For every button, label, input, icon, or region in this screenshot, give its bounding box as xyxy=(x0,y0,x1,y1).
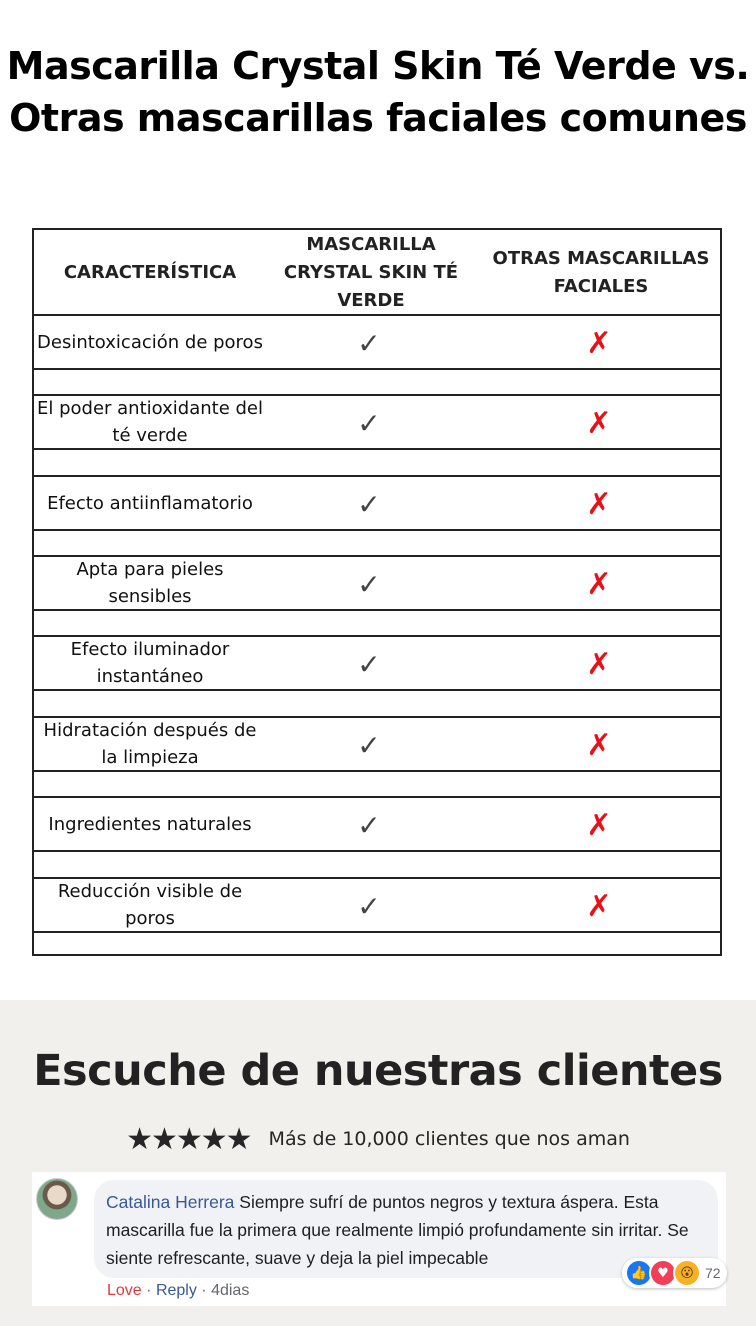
check-icon: ✓ xyxy=(357,808,381,842)
reviews-section xyxy=(0,1000,756,1326)
check-icon: ✓ xyxy=(357,326,381,360)
comment-text xyxy=(106,1188,706,1272)
check-icon: ✓ xyxy=(357,728,381,762)
like-icon: 👍 xyxy=(625,1259,653,1287)
comparison-table xyxy=(32,228,722,956)
cross-icon: ✗ xyxy=(586,727,612,763)
feature-cell: El poder antioxidante del té verde xyxy=(37,398,263,446)
table-row xyxy=(32,877,722,933)
cross-icon: ✗ xyxy=(586,807,612,843)
check-icon: ✓ xyxy=(357,567,381,601)
reactions-badge[interactable] xyxy=(622,1258,727,1288)
cross-icon: ✗ xyxy=(586,325,612,361)
reviews-title: Escuche de nuestras clientes xyxy=(33,1046,723,1096)
check-icon: ✓ xyxy=(357,406,381,440)
cross-icon: ✗ xyxy=(586,646,612,682)
feature-cell: Ingredientes naturales xyxy=(48,813,252,835)
table-row xyxy=(32,796,722,852)
table-row xyxy=(32,716,722,772)
cross-icon: ✗ xyxy=(586,888,612,924)
wow-icon: 😮 xyxy=(673,1259,701,1287)
feature-cell: Reducción visible de poros xyxy=(57,881,243,929)
feature-cell: Efecto iluminador instantáneo xyxy=(70,639,230,687)
love-link[interactable]: Love xyxy=(107,1282,142,1299)
cross-icon: ✗ xyxy=(586,486,612,522)
table-row xyxy=(32,314,722,370)
check-icon: ✓ xyxy=(357,889,381,923)
heart-icon: ♥ xyxy=(649,1259,677,1287)
check-icon: ✓ xyxy=(357,487,381,521)
comment-actions xyxy=(107,1282,249,1300)
reaction-count: 72 xyxy=(705,1265,721,1281)
table-row xyxy=(32,555,722,611)
reply-link[interactable]: Reply xyxy=(155,1282,197,1299)
avatar[interactable] xyxy=(36,1178,78,1220)
table-row xyxy=(32,475,722,531)
rating-row xyxy=(0,1122,756,1156)
header-others: OTRAS MASCARILLAS FACIALES xyxy=(492,248,710,297)
separator: · xyxy=(146,1282,152,1299)
feature-cell: Hidratación después de la limpieza xyxy=(43,720,257,768)
comment-body: Siempre sufrí de puntos negros y textura áspera. Esta mascarilla fue la primera que realmente limpió profundamente sin irritar. Se siente refrescante, suave y deja la piel impecable xyxy=(106,1192,689,1268)
header-feature: CARACTERÍSTICA xyxy=(63,262,237,283)
table-header xyxy=(34,230,720,316)
feature-cell: Efecto antiinflamatorio xyxy=(47,492,253,514)
page-title: Mascarilla Crystal Skin Té Verde vs. Otras mascarillas faciales comunes xyxy=(6,44,750,140)
cross-icon: ✗ xyxy=(586,405,612,441)
comment-time: 4dias xyxy=(211,1282,250,1299)
cross-icon: ✗ xyxy=(586,566,612,602)
rating-text: Más de 10,000 clientes que nos aman xyxy=(268,1128,630,1150)
table-row xyxy=(32,635,722,691)
separator: · xyxy=(201,1282,207,1299)
star-rating-icon: ★★★★★ xyxy=(126,1121,251,1157)
table-row xyxy=(32,394,722,450)
review-card xyxy=(32,1172,726,1306)
comment-author[interactable]: Catalina Herrera xyxy=(106,1192,235,1212)
feature-cell: Apta para pieles sensibles xyxy=(76,559,224,607)
header-ours: MASCARILLA CRYSTAL SKIN TÉ VERDE xyxy=(283,234,459,311)
feature-cell: Desintoxicación de poros xyxy=(37,331,263,353)
check-icon: ✓ xyxy=(357,647,381,681)
